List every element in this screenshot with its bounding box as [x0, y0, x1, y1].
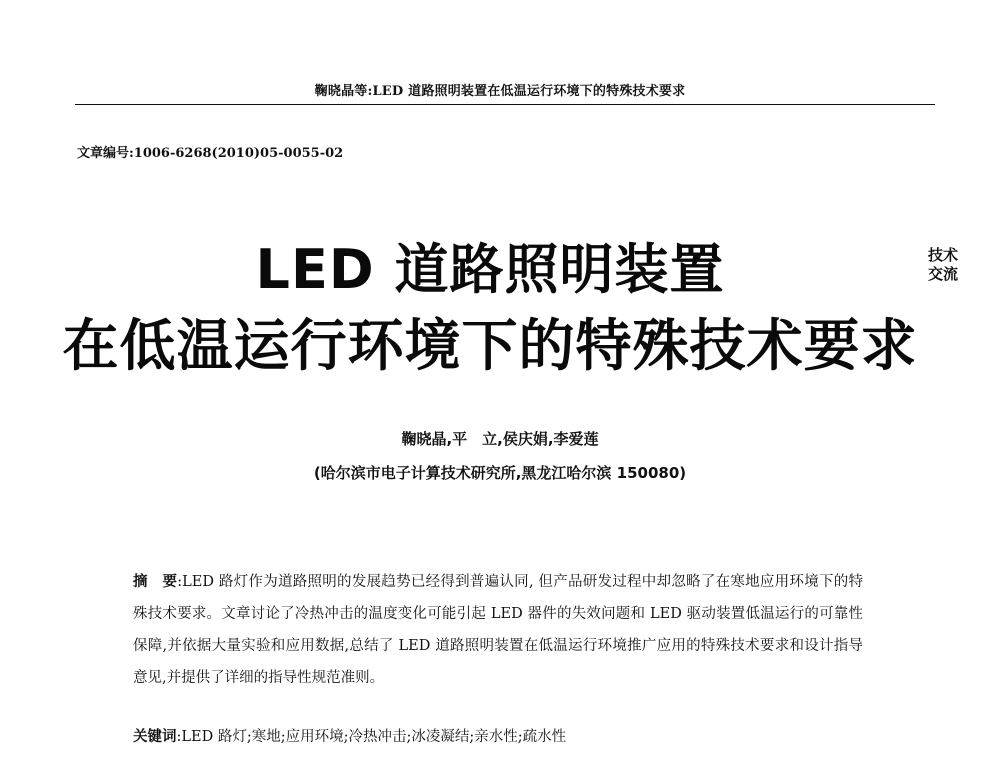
title-line-2: 在低温运行环境下的特殊技术要求 [62, 314, 918, 379]
keywords [133, 726, 863, 748]
abstract [133, 566, 863, 694]
abstract-text: :LED 路灯作为道路照明的发展趋势已经得到普遍认同, 但产品研发过程中却忽略了在寒地应用环境下的特殊技术要求。文章讨论了冷热冲击的温度变化可能引起 LED 器件的失效问题和 LED 驱动装置低温运行的可靠性保障,并依据大量实验和应用数据,总结了 LED 道路照明装置在低温运行环境推广应用的特殊技术要求和设计指导意见,并提供了详细的指导性规范准则。 [133, 574, 863, 686]
affiliation: (哈尔滨市电子计算技术研究所,黑龙江哈尔滨 150080) [313, 464, 687, 482]
abstract-label: 摘 要 [133, 574, 178, 590]
section-tag: 技术交流 [928, 246, 959, 283]
header-rule [75, 104, 935, 105]
title-line-1: LED 道路照明装置 [255, 238, 725, 301]
running-header: 鞠晓晶等:LED 道路照明装置在低温运行环境下的特殊技术要求 [314, 84, 686, 99]
article-number: 文章编号:1006-6268(2010)05-0055-02 [77, 146, 344, 161]
authors: 鞠晓晶,平 立,侯庆娟,李爱莲 [401, 430, 599, 448]
keywords-text: :LED 路灯;寒地;应用环境;冷热冲击;冰凌凝结;亲水性;疏水性 [176, 729, 567, 745]
keywords-label: 关键词 [133, 729, 177, 745]
